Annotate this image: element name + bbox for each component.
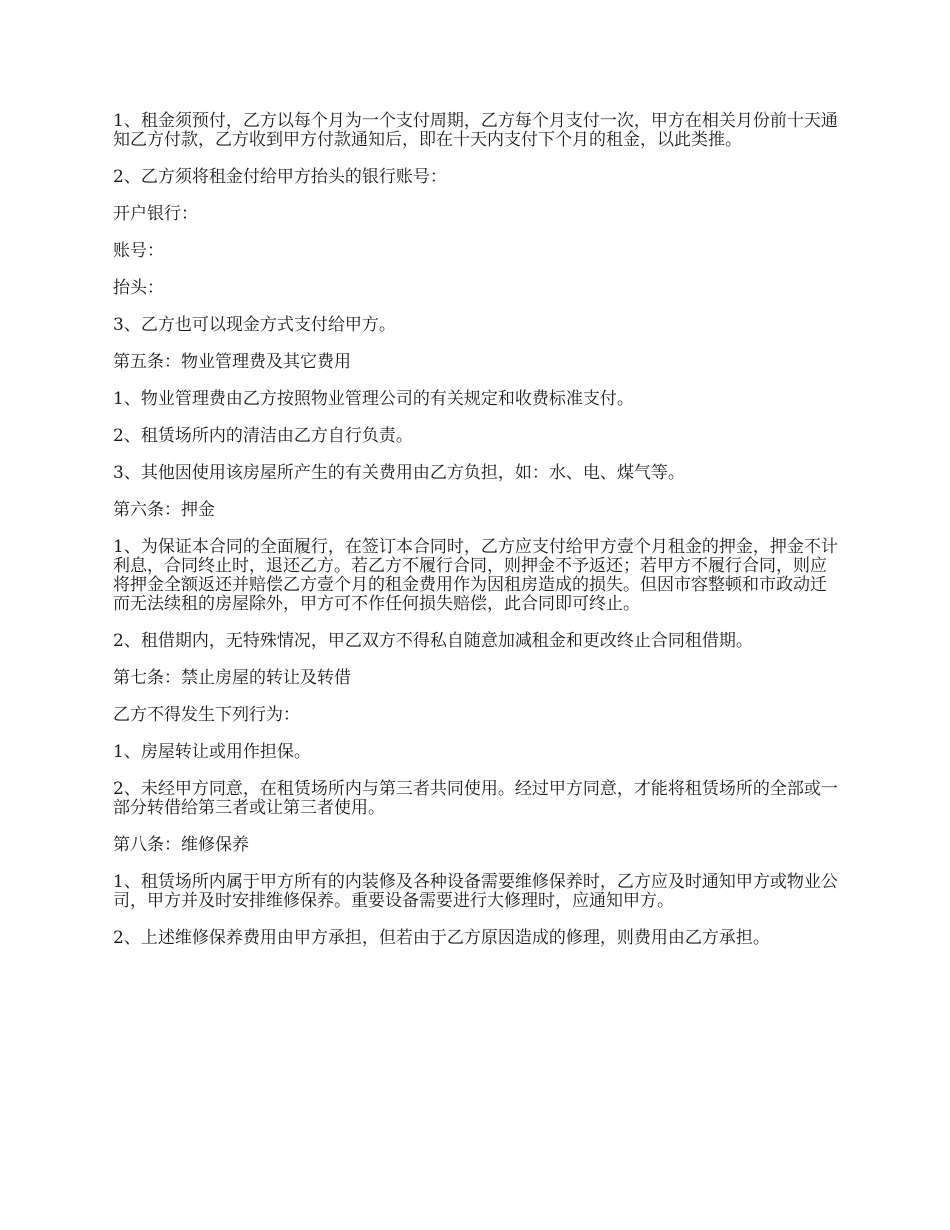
heading-article-7: 第七条：禁止房屋的转让及转借 <box>113 668 351 688</box>
paragraph-bank-account: 2、乙方须将租金付给甲方抬头的银行账号： <box>113 167 447 187</box>
paragraph-other-fees: 3、其他因使用该房屋所产生的有关费用由乙方负担，如：水、电、煤气等。 <box>113 463 685 483</box>
paragraph-account-holder: 抬头： <box>113 278 164 298</box>
paragraph-no-transfer: 1、房屋转让或用作担保。 <box>113 742 311 762</box>
heading-article-8: 第八条：维修保养 <box>113 835 249 855</box>
paragraph-account-number: 账号： <box>113 241 164 261</box>
paragraph-cleaning: 2、租赁场所内的清洁由乙方自行负责。 <box>113 426 413 446</box>
paragraph-prohibited-intro: 乙方不得发生下列行为： <box>113 705 300 725</box>
heading-article-6: 第六条：押金 <box>113 500 215 520</box>
paragraph-deposit-terms: 1、为保证本合同的全面履行，在签订本合同时，乙方应支付给甲方壹个月租金的押金，押金不计利息，合同终止时，退还乙方。若乙方不履行合同，则押金不予返还；若甲方不履行合同，则应将押金全额返还并赔偿乙方壹个月的租金费用作为因租房造成的损失。但因市容整顿和市政动迁而无法续租的房屋除外，甲方可不作任何损失赔偿，此合同即可终止。 <box>113 537 838 614</box>
paragraph-maintenance-cost: 2、上述维修保养费用由甲方承担，但若由于乙方原因造成的修理，则费用由乙方承担。 <box>113 928 770 948</box>
paragraph-management-fee: 1、物业管理费由乙方按照物业管理公司的有关规定和收费标准支付。 <box>113 389 634 409</box>
paragraph-no-sublease: 2、未经甲方同意，在租赁场所内与第三者共同使用。经过甲方同意，才能将租赁场所的全部或一部分转借给第三者或让第三者使用。 <box>113 779 838 818</box>
heading-article-5: 第五条：物业管理费及其它费用 <box>113 352 351 372</box>
paragraph-bank-name: 开户银行： <box>113 204 198 224</box>
paragraph-maintenance-notice: 1、租赁场所内属于甲方所有的内装修及各种设备需要维修保养时，乙方应及时通知甲方或物业公司，甲方并及时安排维修保养。重要设备需要进行大修理时，应通知甲方。 <box>113 872 838 911</box>
paragraph-rent-prepayment: 1、租金须预付，乙方以每个月为一个支付周期，乙方每个月支付一次，甲方在相关月份前十天通知乙方付款，乙方收到甲方付款通知后，即在十天内支付下个月的租金，以此类推。 <box>113 111 838 150</box>
paragraph-rent-adjustment: 2、租借期内，无特殊情况，甲乙双方不得私自随意加减租金和更改终止合同租借期。 <box>113 631 753 651</box>
paragraph-cash-payment: 3、乙方也可以现金方式支付给甲方。 <box>113 315 396 335</box>
